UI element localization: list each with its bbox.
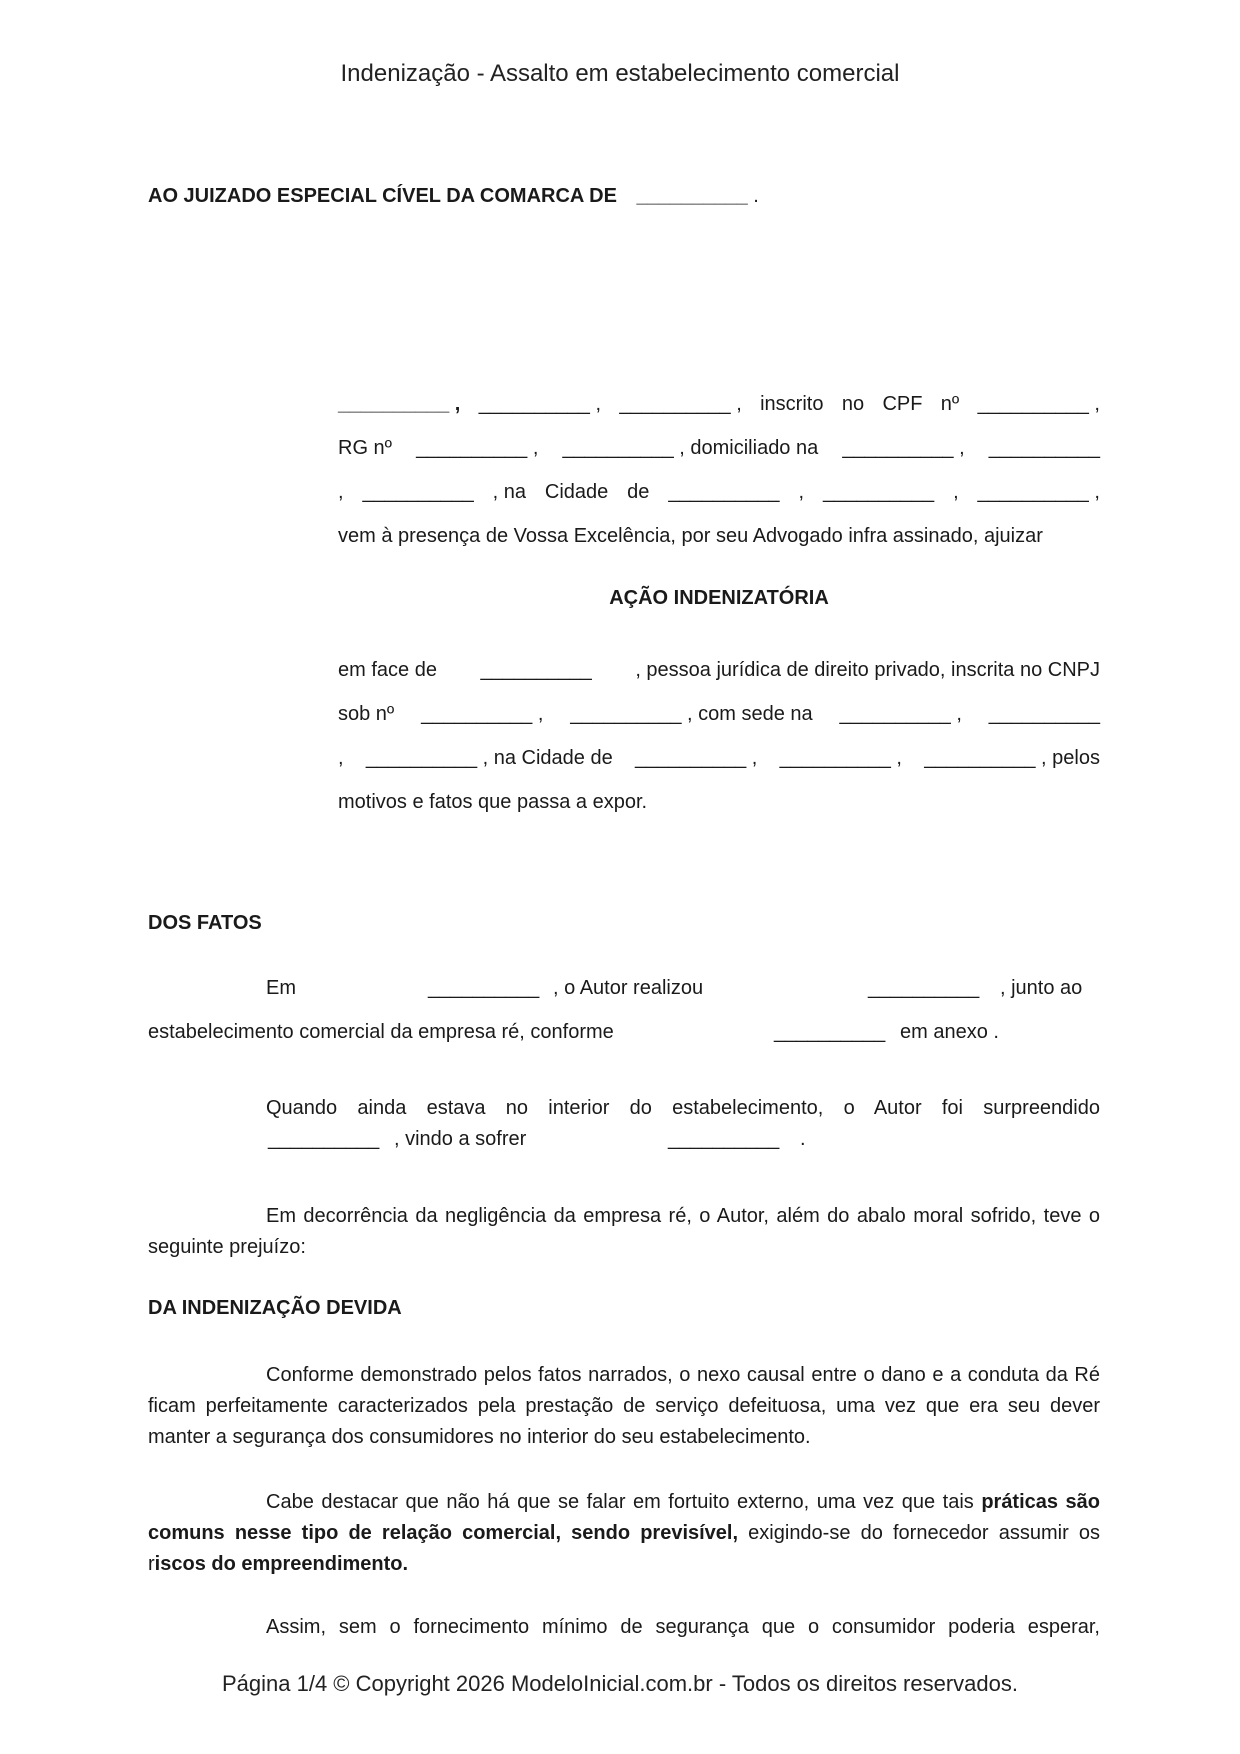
defendant-blank: __________ , bbox=[779, 747, 902, 769]
facts-blank: __________ bbox=[268, 1128, 380, 1150]
defendant-line-3 bbox=[338, 736, 1100, 780]
page-footer: Página 1/4 © Copyright 2026 ModeloInicial.com.br - Todos os direitos reservados. bbox=[222, 1671, 1018, 1696]
facts-text: , junto ao bbox=[1000, 977, 1083, 999]
defendant-text: em face de bbox=[338, 659, 437, 681]
plaintiff-text: vem à presença de Vossa Excelência, por seu Advogado infra assinado, ajuizar bbox=[338, 525, 1043, 547]
plaintiff-line-2 bbox=[338, 426, 1100, 470]
plaintiff-qualification bbox=[338, 382, 1100, 558]
facts-text: Em bbox=[266, 977, 296, 999]
indemnity-bold-text: práticas são comuns nesse tipo de relação comercial, sendo previsível, bbox=[148, 1491, 1100, 1544]
defendant-qualification bbox=[338, 648, 1100, 824]
plaintiff-text: RG nº bbox=[338, 437, 392, 459]
defendant-blank: __________ , bbox=[839, 703, 962, 725]
plaintiff-text: , bbox=[338, 481, 344, 503]
plaintiff-line-4 bbox=[338, 514, 1100, 558]
indemnity-text: Cabe destacar que não há que se falar em fortuito externo, uma vez que tais bbox=[266, 1491, 982, 1513]
plaintiff-blank: __________ bbox=[362, 481, 474, 503]
facts-blank: __________ bbox=[774, 1021, 886, 1043]
defendant-blank: __________ , bbox=[635, 747, 758, 769]
plaintiff-text: de bbox=[627, 481, 650, 503]
defendant-text: __________ , com sede na bbox=[570, 703, 813, 725]
defendant-text: , bbox=[338, 747, 344, 769]
court-addressing bbox=[148, 185, 759, 208]
indemnity-paragraph-3: Assim, sem o fornecimento mínimo de segurança que o consumidor poderia esperar, bbox=[266, 1616, 1100, 1638]
indemnity-paragraph-1: Conforme demonstrado pelos fatos narrados, o nexo causal entre o dano e a conduta da Ré ficam perfeitamente caracterizados pela prestação de serviço defeituosa, uma vez que era seu dever manter a segurança dos consumidores no interior do seu estabelecimento. bbox=[148, 1364, 1100, 1448]
plaintiff-text: Cidade bbox=[544, 481, 609, 503]
plaintiff-text: , bbox=[798, 481, 805, 503]
facts-text: estabelecimento comercial da empresa ré, conforme bbox=[148, 1021, 614, 1043]
facts-blank: __________ bbox=[868, 977, 980, 999]
facts-text: Quando ainda estava no interior do estabelecimento, o Autor foi surpreendido bbox=[266, 1097, 1100, 1119]
facts-text: em anexo . bbox=[900, 1021, 999, 1043]
plaintiff-blank: __________ , bbox=[977, 481, 1100, 503]
plaintiff-blank: __________ bbox=[822, 481, 935, 503]
defendant-line-2 bbox=[338, 692, 1100, 736]
facts-text: , vindo a sofrer bbox=[394, 1128, 527, 1150]
court-end: . bbox=[753, 185, 759, 207]
defendant-text: sob nº bbox=[338, 703, 395, 725]
page-header: Indenização - Assalto em estabelecimento comercial bbox=[340, 60, 900, 87]
facts-blank: __________ bbox=[428, 977, 540, 999]
facts-paragraph-3: Em decorrência da negligência da empresa ré, o Autor, além do abalo moral sofrido, teve o seguinte prejuízo: bbox=[148, 1205, 1100, 1258]
indemnity-paragraph-2 bbox=[148, 1487, 1100, 1580]
plaintiff-text: nº bbox=[940, 393, 960, 415]
plaintiff-name-blank: __________ , bbox=[338, 393, 461, 415]
indemnity-bold-text: iscos do empreendimento. bbox=[154, 1553, 409, 1575]
plaintiff-blank: __________ , bbox=[977, 393, 1100, 415]
defendant-blank: __________ bbox=[988, 703, 1100, 725]
facts-text: . bbox=[800, 1128, 806, 1150]
court-blank: __________ bbox=[636, 185, 748, 207]
plaintiff-blank: __________ , bbox=[478, 393, 602, 415]
indemnity-text: exigindo-se do fornecedor assumir os r bbox=[148, 1522, 1100, 1575]
plaintiff-line-3 bbox=[338, 470, 1100, 514]
defendant-text: , pessoa jurídica de direito privado, inscrita no CNPJ bbox=[635, 659, 1100, 681]
defendant-text: __________ , na Cidade de bbox=[365, 747, 613, 769]
court-text: AO JUIZADO ESPECIAL CÍVEL DA COMARCA DE bbox=[148, 185, 617, 207]
facts-heading: DOS FATOS bbox=[148, 912, 262, 934]
plaintiff-text: no bbox=[841, 393, 865, 415]
defendant-line-4 bbox=[338, 780, 1100, 824]
plaintiff-blank: __________ , bbox=[416, 437, 539, 459]
plaintiff-text: , na bbox=[492, 481, 526, 503]
defendant-text: motivos e fatos que passa a expor. bbox=[338, 791, 648, 813]
plaintiff-blank: __________ bbox=[668, 481, 780, 503]
plaintiff-text: __________ , domiciliado na bbox=[562, 437, 819, 459]
defendant-blank: __________ , bbox=[421, 703, 544, 725]
plaintiff-blank: __________ bbox=[988, 437, 1100, 459]
indemnity-heading: DA INDENIZAÇÃO DEVIDA bbox=[148, 1297, 402, 1319]
plaintiff-text: , bbox=[953, 481, 959, 503]
defendant-blank: __________ bbox=[480, 659, 592, 681]
facts-blank: __________ bbox=[668, 1128, 780, 1150]
plaintiff-line-1 bbox=[338, 382, 1100, 426]
plaintiff-text: CPF bbox=[882, 393, 923, 415]
plaintiff-blank: __________ , bbox=[619, 393, 742, 415]
plaintiff-text: inscrito bbox=[760, 393, 824, 415]
defendant-text: __________ , pelos bbox=[924, 747, 1100, 769]
facts-text: , o Autor realizou bbox=[553, 977, 704, 999]
defendant-line-1 bbox=[338, 648, 1100, 692]
plaintiff-blank: __________ , bbox=[842, 437, 965, 459]
action-title: AÇÃO INDENIZATÓRIA bbox=[609, 587, 829, 609]
